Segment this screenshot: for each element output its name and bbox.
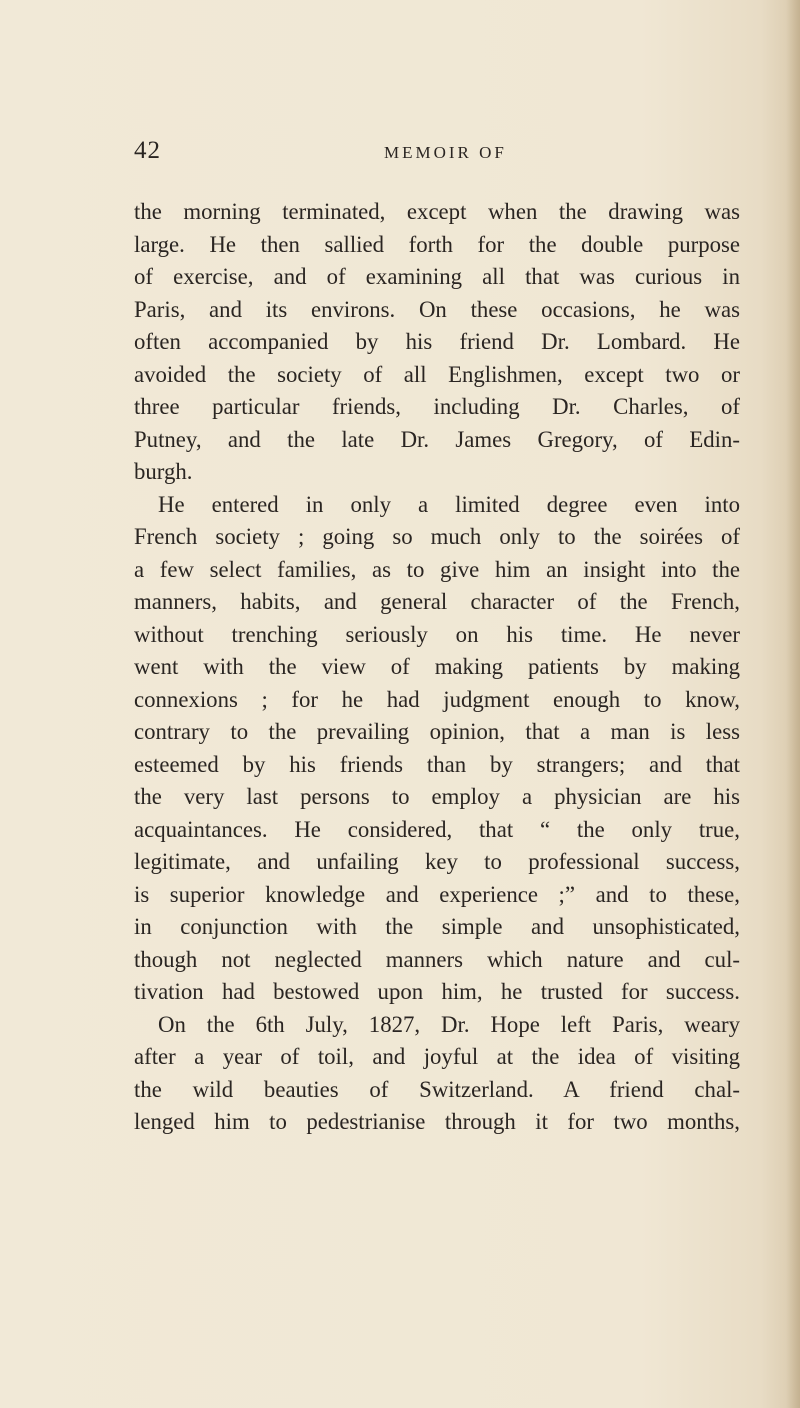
text-line: tivation had bestowed upon him, he trusted for success. — [134, 979, 740, 1004]
page-number: 42 — [134, 137, 161, 164]
text-line: connexions ; for he had judgment enough to know, — [134, 686, 740, 712]
text-line: legitimate, and unfailing key to professional success, — [134, 849, 740, 874]
running-head: MEMOIR OF — [384, 143, 507, 162]
page-header — [134, 136, 754, 176]
text-line: On the 6th July, 1827, Dr. Hope left Paris, weary — [158, 1011, 740, 1037]
text-line: went with the view of making patients by making — [134, 654, 740, 679]
text-line: though not neglected manners which nature and cul- — [134, 946, 740, 972]
text-line: the very last persons to employ a physician are his — [134, 784, 740, 809]
text-line: without trenching seriously on his time. He never — [134, 621, 740, 647]
text-line: a few select families, as to give him an insight into the — [134, 556, 740, 582]
text-line: the morning terminated, except when the drawing was — [134, 199, 740, 224]
text-line: Paris, and its environs. On these occasions, he was — [134, 296, 740, 322]
text-line: in conjunction with the simple and unsophisticated, — [134, 914, 740, 939]
text-line: burgh. — [134, 459, 193, 484]
text-line: He entered in only a limited degree even into — [158, 491, 740, 517]
text-line: esteemed by his friends than by strangers; and that — [134, 751, 740, 777]
text-line: French society ; going so much only to the soirées of — [134, 524, 740, 549]
text-line: contrary to the prevailing opinion, that a man is less — [134, 719, 740, 744]
page-edge-shadow — [786, 0, 800, 1408]
text-line: three particular friends, including Dr. Charles, of — [134, 394, 740, 419]
text-line: of exercise, and of examining all that was curious in — [134, 264, 740, 289]
text-line: lenged him to pedestrianise through it for two months, — [134, 1109, 740, 1134]
text-line: is superior knowledge and experience ;” and to these, — [134, 881, 740, 907]
text-line: the wild beauties of Switzerland. A friend chal- — [134, 1076, 740, 1102]
body-text — [134, 196, 740, 1139]
text-line: acquaintances. He considered, that “ the only true, — [134, 816, 740, 842]
text-line: after a year of toil, and joyful at the idea of visiting — [134, 1044, 740, 1069]
text-line: avoided the society of all Englishmen, except two or — [134, 361, 740, 387]
text-line: manners, habits, and general character of the French, — [134, 589, 740, 614]
text-line: often accompanied by his friend Dr. Lombard. He — [134, 329, 740, 354]
text-line: large. He then sallied forth for the double purpose — [134, 231, 740, 257]
text-line: Putney, and the late Dr. James Gregory, of Edin- — [134, 426, 740, 452]
